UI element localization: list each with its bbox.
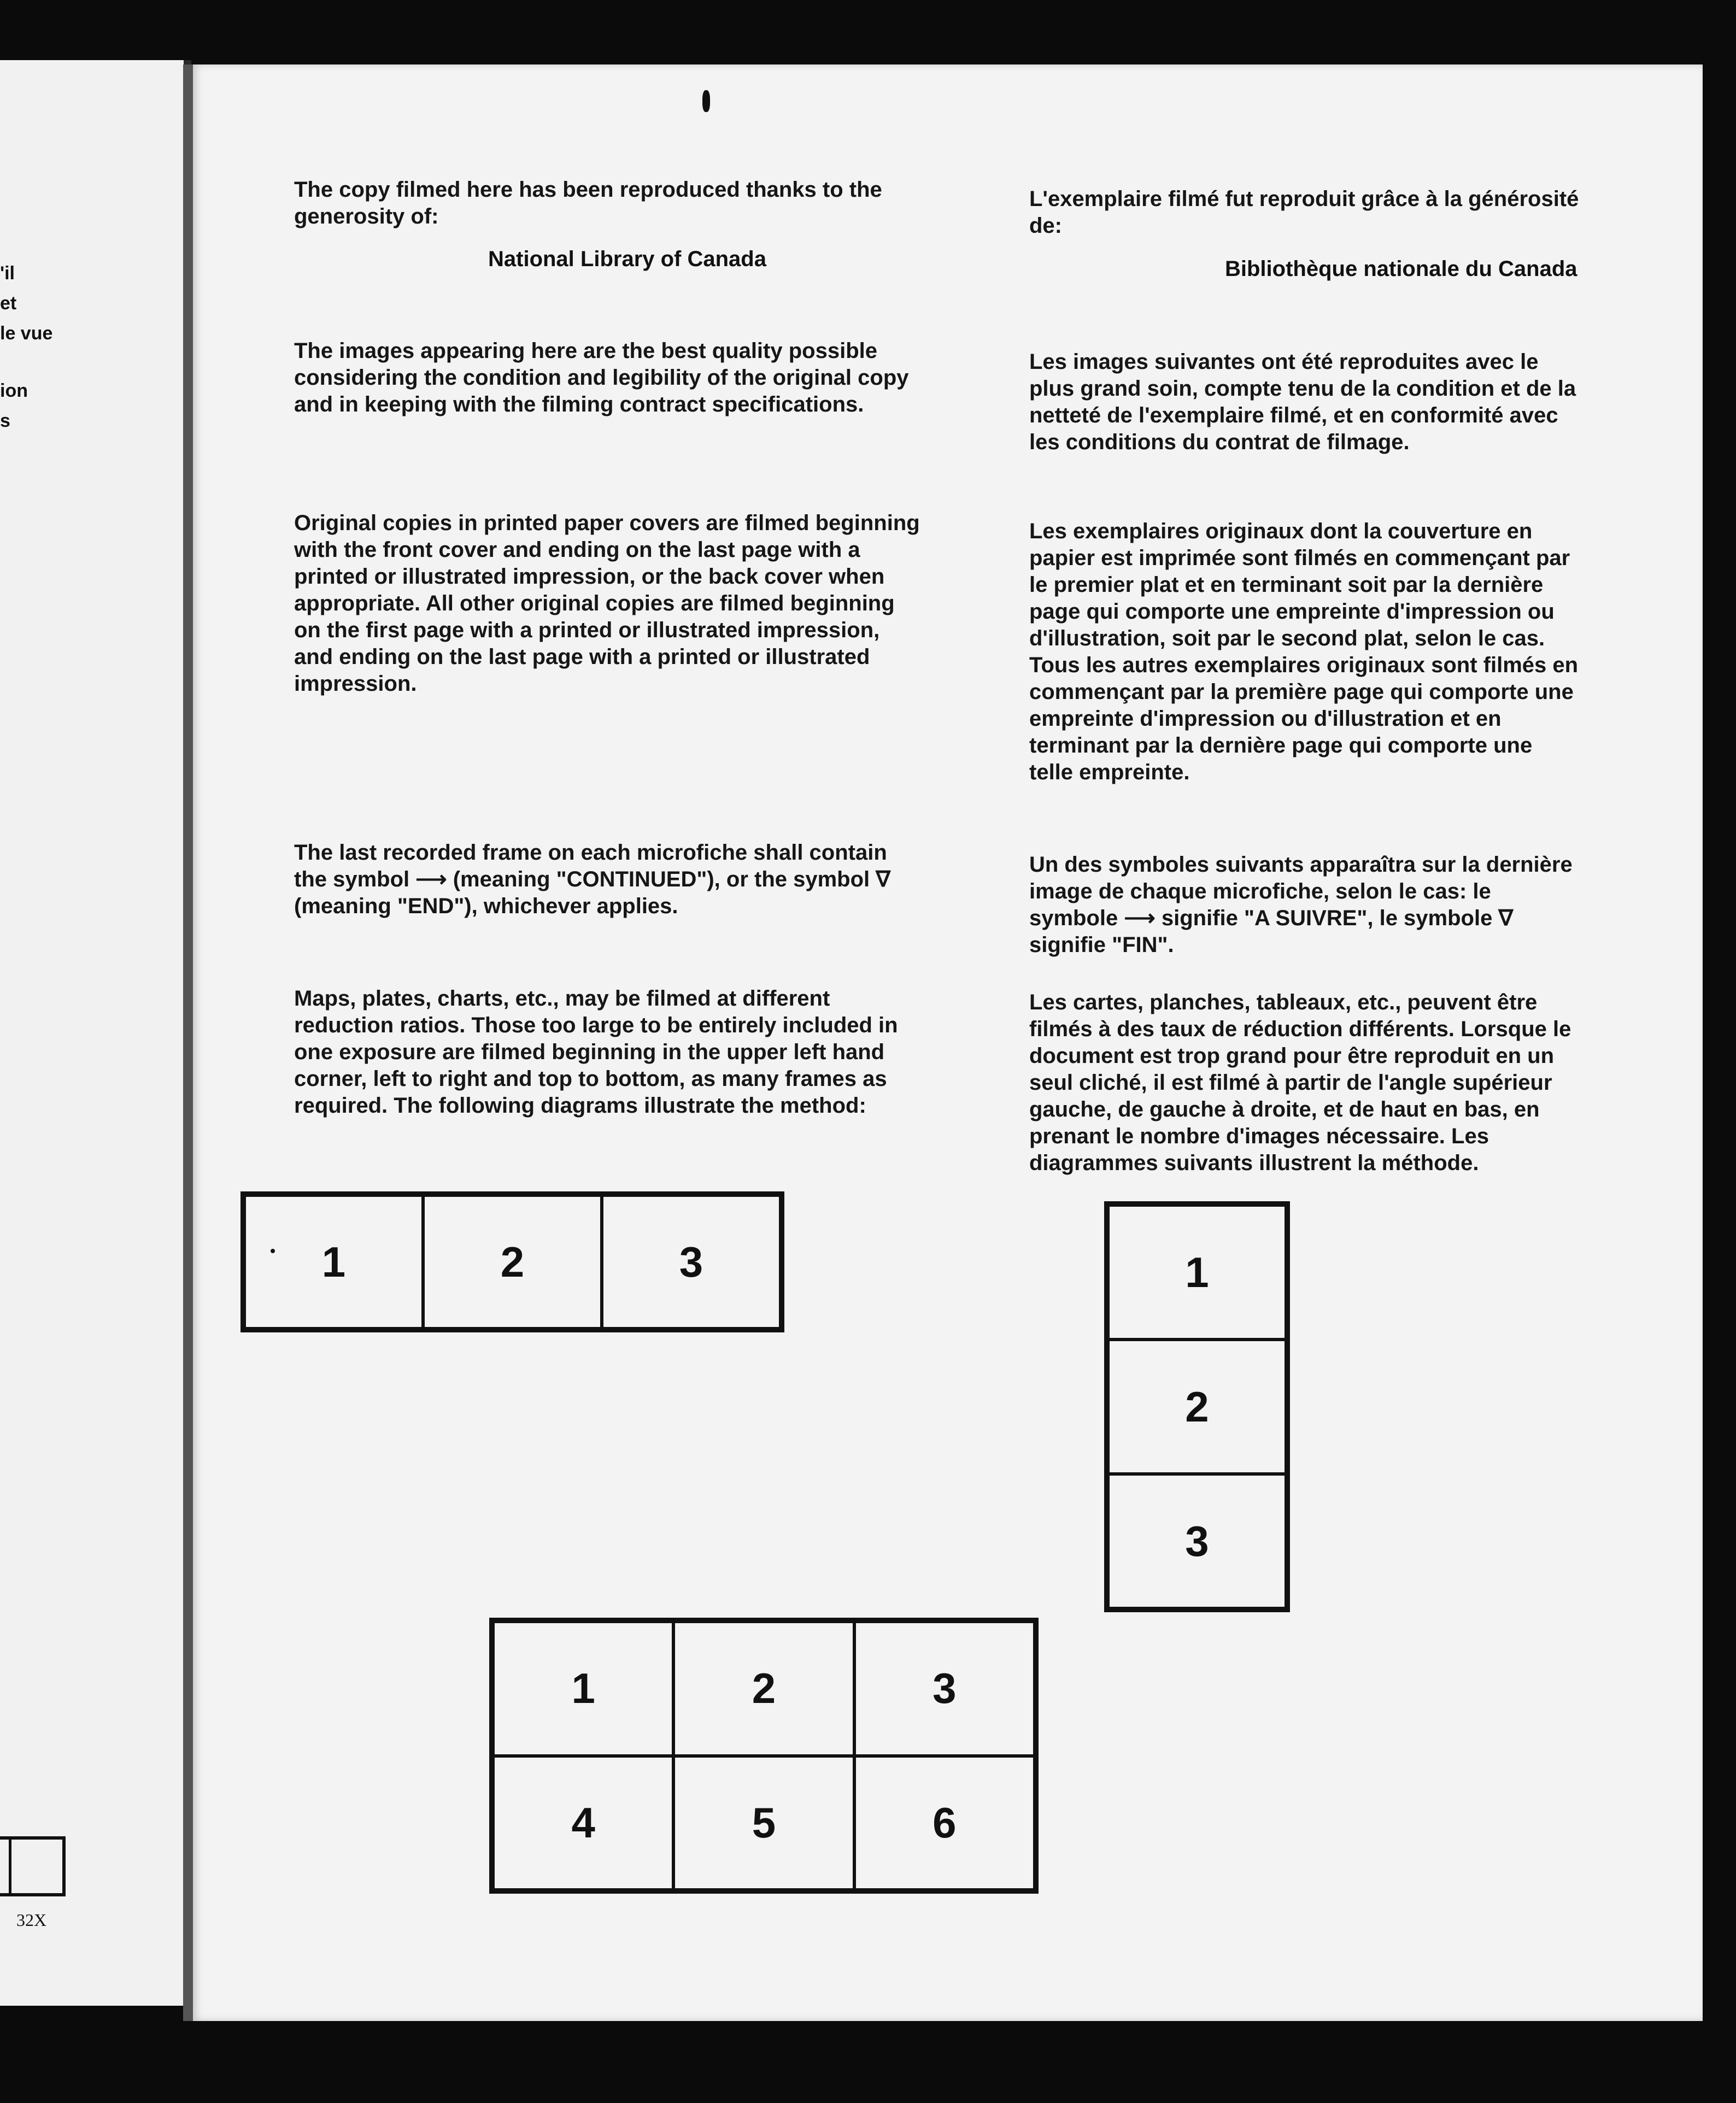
frame-cell: 2 — [423, 1195, 602, 1329]
english-originals — [294, 510, 923, 697]
frame-cell: 1 — [493, 1622, 673, 1756]
diagram-vertical-frames — [1104, 1201, 1290, 1612]
left-text-fragment: et — [0, 293, 17, 314]
left-text-fragment: s — [0, 410, 10, 431]
frame-cell: 2 — [673, 1622, 854, 1756]
left-text-fragment: ion — [0, 380, 28, 401]
diagram-horizontal-frames — [241, 1191, 784, 1332]
english-intro-text: The copy filmed here has been reproduced thanks to the generosity of: — [294, 178, 882, 228]
french-intro — [1029, 186, 1581, 239]
english-symbols-text: The last recorded frame on each microfiche shall contain the symbol ⟶ (meaning "CONTINUED"), or the symbol ∇ (meaning "END"), whichever applies. — [294, 841, 891, 918]
english-intro — [294, 177, 923, 230]
scan-speck — [702, 90, 710, 112]
frame-cell: 5 — [673, 1756, 854, 1890]
english-maps-text: Maps, plates, charts, etc., may be filmed at different reduction ratios. Those too large to be entirely included in one exposure are filmed beginning in the upper left hand corner, left to right and top to bottom, as many frames as required. The following diagrams illustrate the method: — [294, 986, 898, 1118]
frame-cell: 1 — [1108, 1205, 1286, 1340]
french-intro-text: L'exemplaire filmé fut reproduit grâce à la générosité de: — [1029, 187, 1579, 238]
frame-cell: 3 — [1108, 1474, 1286, 1608]
french-originals — [1029, 518, 1581, 786]
french-originals-text: Les exemplaires originaux dont la couverture en papier est imprimée sont filmés en commençant par le premier plat et en terminant soit par la dernière page qui comporte une empreinte d'impression ou d'illustration, soit par le second plat, selon le cas. Tous les autres exemplaires originaux sont filmés en commençant par la première page qui comporte une empreinte d'impression ou d'illustration et en terminant par la dernière page qui comporte une telle empreinte. — [1029, 519, 1579, 784]
french-maps-text: Les cartes, planches, tableaux, etc., peuvent être filmés à des taux de réduction différents. Lorsque le document est trop grand pour être reproduit en un seul cliché, il est filmé à partir de l'angle supérieur gauche, de gauche à droite, et de haut en bas, en prenant le nombre d'images nécessaire. Les diagrammes suivants illustrent la méthode. — [1029, 990, 1571, 1175]
english-maps — [294, 985, 923, 1119]
frame-cell: 1 — [244, 1195, 423, 1329]
left-text-fragment: le vue — [0, 323, 53, 344]
scan-speck — [271, 1249, 275, 1253]
english-institution: National Library of Canada — [488, 247, 766, 271]
french-quality-text: Les images suivantes ont été reproduites avec le plus grand soin, compte tenu de la condition et de la netteté de l'exemplaire filmé, et en conformité avec les conditions du contrat de filmage. — [1029, 350, 1576, 454]
scan-speck — [1536, 306, 1546, 316]
frame-cell: 2 — [1108, 1340, 1286, 1474]
left-diagram-box — [0, 1836, 66, 1896]
english-originals-text: Original copies in printed paper covers are filmed beginning with the front cover and ending on the last page with a printed or illustrated impression, or the back cover when appropriate. All other original copies are filmed beginning on the first page with a printed or illustrated impression, and ending on the last page with a printed or illustrated impression. — [294, 511, 920, 696]
frame-cell: 6 — [854, 1756, 1035, 1890]
reduction-caption: 32X — [16, 1910, 47, 1930]
french-symbols-text: Un des symboles suivants apparaîtra sur la dernière image de chaque microfiche, selon le cas: le symbole ⟶ signifie "A SUIVRE", le symbole ∇ signifie "FIN". — [1029, 853, 1573, 957]
frame-cell: 3 — [854, 1622, 1035, 1756]
english-symbols — [294, 839, 923, 920]
diagram-grid-frames — [489, 1618, 1039, 1894]
french-symbols — [1029, 851, 1581, 959]
english-quality-text: The images appearing here are the best quality possible considering the condition and legibility of the original copy and in keeping with the filming contract specifications. — [294, 339, 909, 416]
left-page-fragment — [0, 60, 191, 2006]
french-quality — [1029, 349, 1581, 456]
french-maps — [1029, 989, 1581, 1177]
frame-cell: 4 — [493, 1756, 673, 1890]
frame-cell: 3 — [602, 1195, 781, 1329]
english-quality — [294, 338, 923, 418]
french-institution: Bibliothèque nationale du Canada — [1225, 257, 1577, 281]
left-text-fragment: 'il — [0, 263, 15, 284]
